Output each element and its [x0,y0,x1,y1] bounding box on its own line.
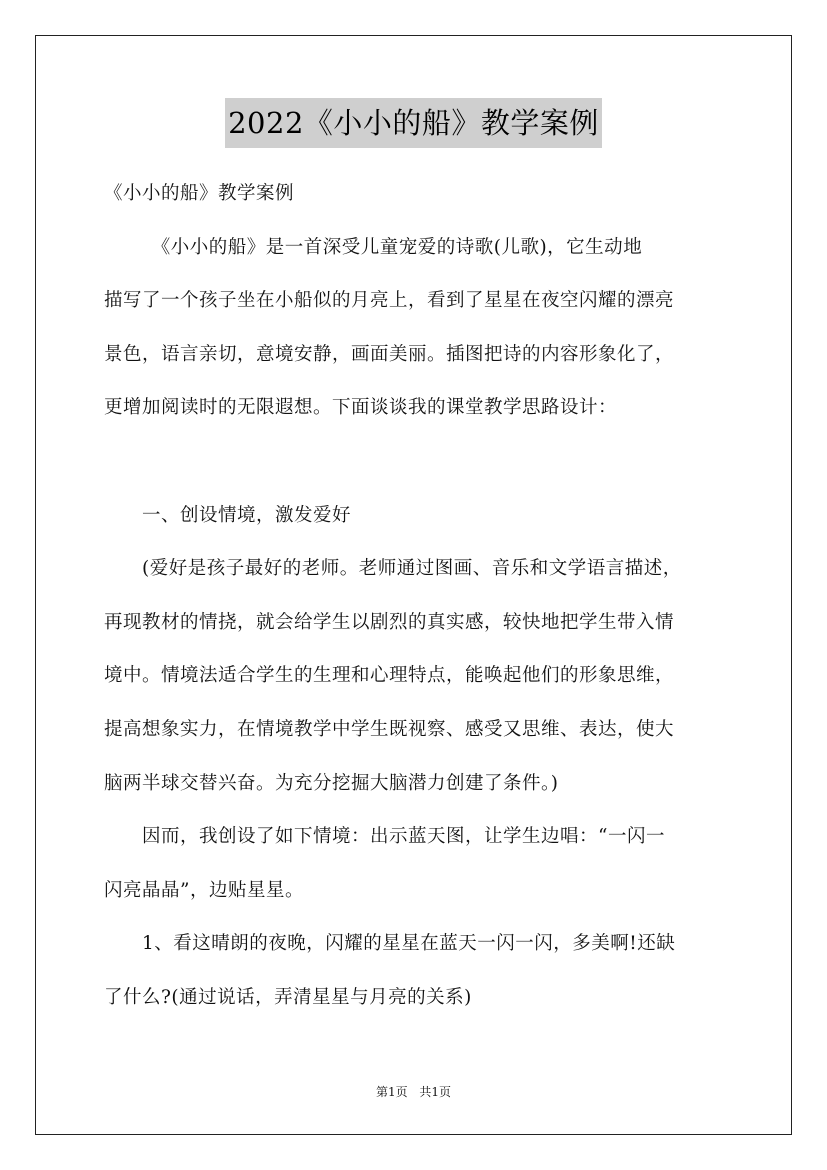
title-container [0,98,827,148]
body-line: (爱好是孩子最好的老师。老师通过图画、音乐和文学语言描述， [104,558,682,580]
body-line: 《小小的船》教学案例 [104,183,295,204]
body-line: 更增加阅读时的无限遐想。下面谈谈我的课堂教学思路设计： [104,397,618,419]
body-line: 景色，语言亲切，意境安静，画面美丽。插图把诗的内容形象化了， [104,343,675,365]
body-line: 描写了一个孩子坐在小船似的月亮上，看到了星星在夜空闪耀的漂亮 [104,290,675,312]
body-line: 脑两半球交替兴奋。为充分挖掘大脑潜力创建了条件。) [104,772,559,794]
section-heading: 一、创设情境，激发爱好 [104,504,352,526]
body-line: 提高想象实力，在情境教学中学生既视察、感受又思维、表达，使大 [104,718,675,740]
body-line: 闪亮晶晶”，边贴星星。 [104,879,304,901]
document-body [104,172,729,1030]
page-total: 共1页 [419,1085,452,1099]
document-title: 2022《小小的船》教学案例 [225,98,602,148]
body-line: 再现教材的情挠，就会给学生以剧烈的真实感，较快地把学生带入情 [104,611,675,633]
body-line: 了什么?(通过说话，弄清星星与月亮的关系) [104,986,472,1008]
body-line: 《小小的船》是一首深受儿童宠爱的诗歌(儿歌)，它生动地 [104,236,643,258]
blank-line [104,440,729,494]
page-footer [0,1082,827,1102]
body-line: 1、看这晴朗的夜晚，闪耀的星星在蓝天一闪一闪，多美啊!还缺 [104,933,676,955]
page-number: 第1页 [375,1085,408,1099]
body-line: 境中。情境法适合学生的生理和心理特点，能唤起他们的形象思维， [104,665,675,687]
body-line: 因而，我创设了如下情境：出示蓝天图，让学生边唱：“一闪一 [104,826,665,848]
